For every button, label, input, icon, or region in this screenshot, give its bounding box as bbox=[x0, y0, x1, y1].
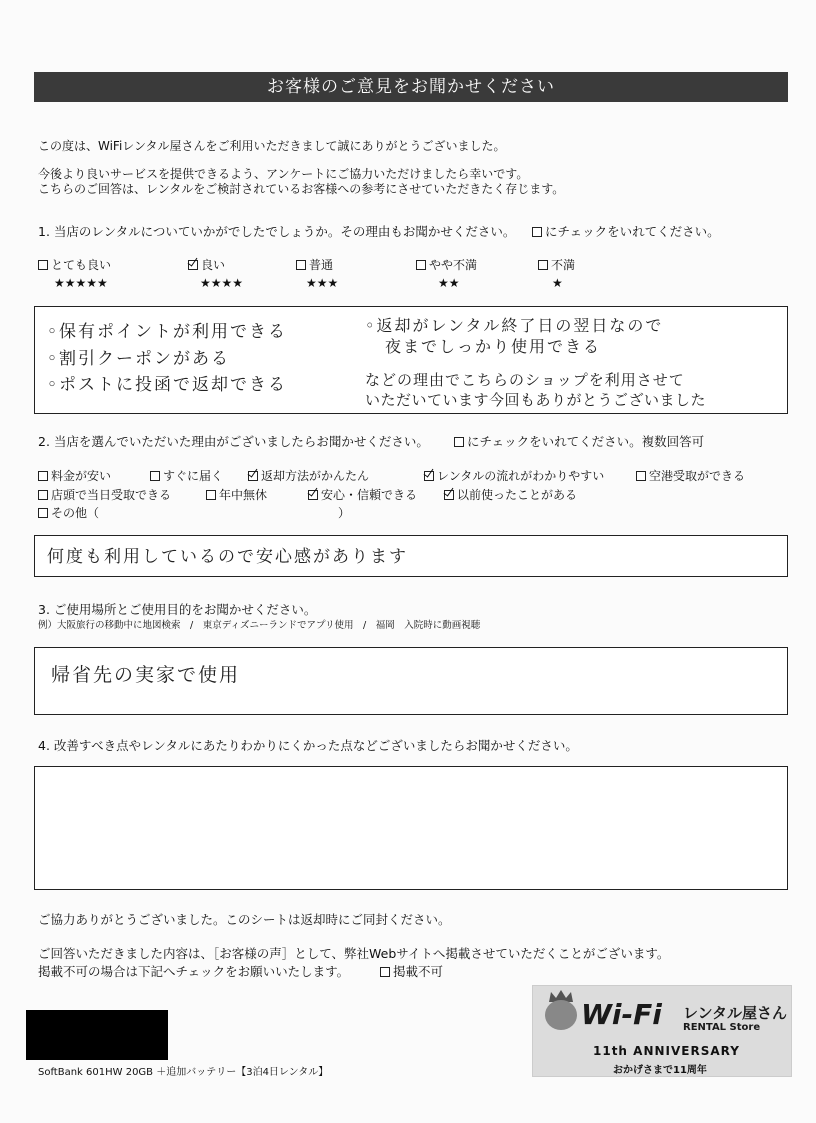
checkbox-icon[interactable] bbox=[206, 490, 216, 500]
q1-answer-line: いただいています今回もありがとうございました bbox=[365, 391, 707, 409]
q3-example: 例）大阪旅行の移動中に地図検索 / 東京ディズニーランドでアプリ使用 / 福岡 入院時に動画視聴 bbox=[38, 620, 481, 631]
q2-answer-box[interactable] bbox=[34, 535, 788, 577]
rating-stars: ★★★★★ bbox=[54, 276, 108, 290]
checkbox-icon[interactable] bbox=[150, 471, 160, 481]
q2-question: 2. 当店を選んでいただいた理由がございましたらお聞かせください。 bbox=[38, 434, 429, 449]
q2-instruction: にチェックをいれてください。複数回答可 bbox=[454, 432, 704, 450]
q1-answer-line: ◦ポストに投函で返却できる bbox=[47, 375, 288, 395]
q2-option-store-pickup[interactable]: 店頭で当日受取できる bbox=[38, 486, 171, 503]
q3-answer-text: 帰省先の実家で使用 bbox=[51, 664, 241, 686]
checkbox-checked-icon[interactable] bbox=[188, 260, 198, 270]
q1-option-good[interactable]: 良い ★★★★ bbox=[188, 256, 243, 290]
instruction-checkbox-icon bbox=[532, 227, 542, 237]
checkbox-icon[interactable] bbox=[636, 471, 646, 481]
q2-option-other[interactable]: その他（ bbox=[38, 504, 99, 521]
q1-answer-line: ◦保有ポイントが利用できる bbox=[47, 322, 288, 342]
checkbox-checked-icon[interactable] bbox=[248, 471, 258, 481]
checkbox-icon[interactable] bbox=[296, 260, 306, 270]
logo-store-name: レンタル屋さん bbox=[683, 1004, 788, 1022]
q4-answer-box[interactable] bbox=[34, 766, 788, 890]
checkbox-checked-icon[interactable] bbox=[424, 471, 434, 481]
closing-thanks: ご協力ありがとうございました。このシートは返却時にご同封ください。 bbox=[38, 912, 451, 927]
closing-publish-line-1: ご回答いただきました内容は、［お客様の声］として、弊社Webサイトへ掲載させていただくことがございます。 bbox=[38, 946, 670, 961]
mascot-icon bbox=[545, 1000, 577, 1030]
page-title: お客様のご意見をお聞かせください bbox=[267, 77, 555, 97]
q1-option-dissatisfied[interactable]: 不満 ★ bbox=[538, 256, 575, 290]
q1-answer-box[interactable] bbox=[34, 306, 788, 414]
q1-option-somewhat-dissatisfied[interactable]: やや不満 ★★ bbox=[416, 256, 477, 290]
rating-stars: ★ bbox=[552, 276, 563, 290]
redacted-block bbox=[26, 1010, 168, 1060]
no-publish-option[interactable]: 掲載不可 bbox=[380, 962, 443, 980]
checkbox-checked-icon[interactable] bbox=[308, 490, 318, 500]
intro-line-2: 今後より良いサービスを提供できるよう、アンケートにご協力いただけましたら幸いです。 bbox=[38, 167, 529, 181]
q3-question: 3. ご使用場所とご使用目的をお聞かせください。 bbox=[38, 602, 317, 617]
q2-option-fast[interactable]: すぐに届く bbox=[150, 467, 223, 484]
q2-other-close: ） bbox=[338, 506, 351, 520]
q2-option-clear-flow[interactable]: レンタルの流れがわかりやすい bbox=[424, 467, 604, 484]
checkbox-icon[interactable] bbox=[38, 490, 48, 500]
rating-stars: ★★★★ bbox=[200, 276, 244, 290]
q1-answer-line: 夜までしっかり使用できる bbox=[385, 337, 602, 356]
checkbox-icon[interactable] bbox=[416, 260, 426, 270]
checkbox-icon[interactable] bbox=[38, 260, 48, 270]
q2-option-airport[interactable]: 空港受取ができる bbox=[636, 467, 745, 484]
checkbox-icon[interactable] bbox=[380, 967, 390, 977]
q3-answer-box[interactable] bbox=[34, 647, 788, 715]
intro-line-1: この度は、WiFiレンタル屋さんをご利用いただきまして誠にありがとうございました。 bbox=[38, 139, 506, 153]
checkbox-checked-icon[interactable] bbox=[444, 490, 454, 500]
q2-option-cheap[interactable]: 料金が安い bbox=[38, 467, 111, 484]
q1-option-normal[interactable]: 普通 ★★★ bbox=[296, 256, 338, 290]
instruction-checkbox-icon bbox=[454, 437, 464, 447]
q1-instruction: にチェックをいれてください。 bbox=[532, 222, 720, 240]
q4-question: 4. 改善すべき点やレンタルにあたりわかりにくかった点などございましたらお聞かせください。 bbox=[38, 738, 578, 753]
checkbox-icon[interactable] bbox=[38, 471, 48, 481]
q1-answer-line: ◦割引クーポンがある bbox=[47, 349, 231, 369]
rating-stars: ★★★ bbox=[306, 276, 339, 290]
q1-question: 1. 当店のレンタルについていかがでしたでしょうか。その理由もお聞かせください。 bbox=[38, 224, 516, 239]
logo-wifi: Wi-Fi bbox=[581, 998, 662, 1031]
q2-answer-text: 何度も利用しているので安心感があります bbox=[47, 547, 408, 567]
q1-option-very-good[interactable]: とても良い ★★★★★ bbox=[38, 256, 111, 290]
checkbox-icon[interactable] bbox=[538, 260, 548, 270]
q2-option-trust[interactable]: 安心・信頼できる bbox=[308, 486, 417, 503]
q2-option-used-before[interactable]: 以前使ったことがある bbox=[444, 486, 577, 503]
q1-answer-line: などの理由でこちらのショップを利用させて bbox=[365, 371, 685, 389]
intro-line-3: こちらのご回答は、レンタルをご検討されているお客様への参考にさせていただきたく存じます。 bbox=[38, 182, 565, 196]
q1-answer-line: ◦返却がレンタル終了日の翌日なので bbox=[365, 316, 664, 335]
q2-option-open-all-year[interactable]: 年中無休 bbox=[206, 486, 267, 503]
product-note: SoftBank 601HW 20GB ＋追加バッテリー【3泊4日レンタル】 bbox=[38, 1067, 329, 1078]
closing-publish-line-2: 掲載不可の場合は下記へチェックをお願いいたします。 bbox=[38, 964, 350, 979]
logo-thanks: おかげさまで11周年 bbox=[613, 1065, 707, 1076]
page-title-banner bbox=[34, 72, 788, 102]
logo-store-name-en: RENTAL Store bbox=[683, 1022, 761, 1033]
q2-option-easy-return[interactable]: 返却方法がかんたん bbox=[248, 467, 369, 484]
store-logo bbox=[532, 985, 792, 1077]
checkbox-icon[interactable] bbox=[38, 508, 48, 518]
rating-stars: ★★ bbox=[438, 276, 460, 290]
logo-anniversary: 11th ANNIVERSARY bbox=[593, 1044, 740, 1058]
